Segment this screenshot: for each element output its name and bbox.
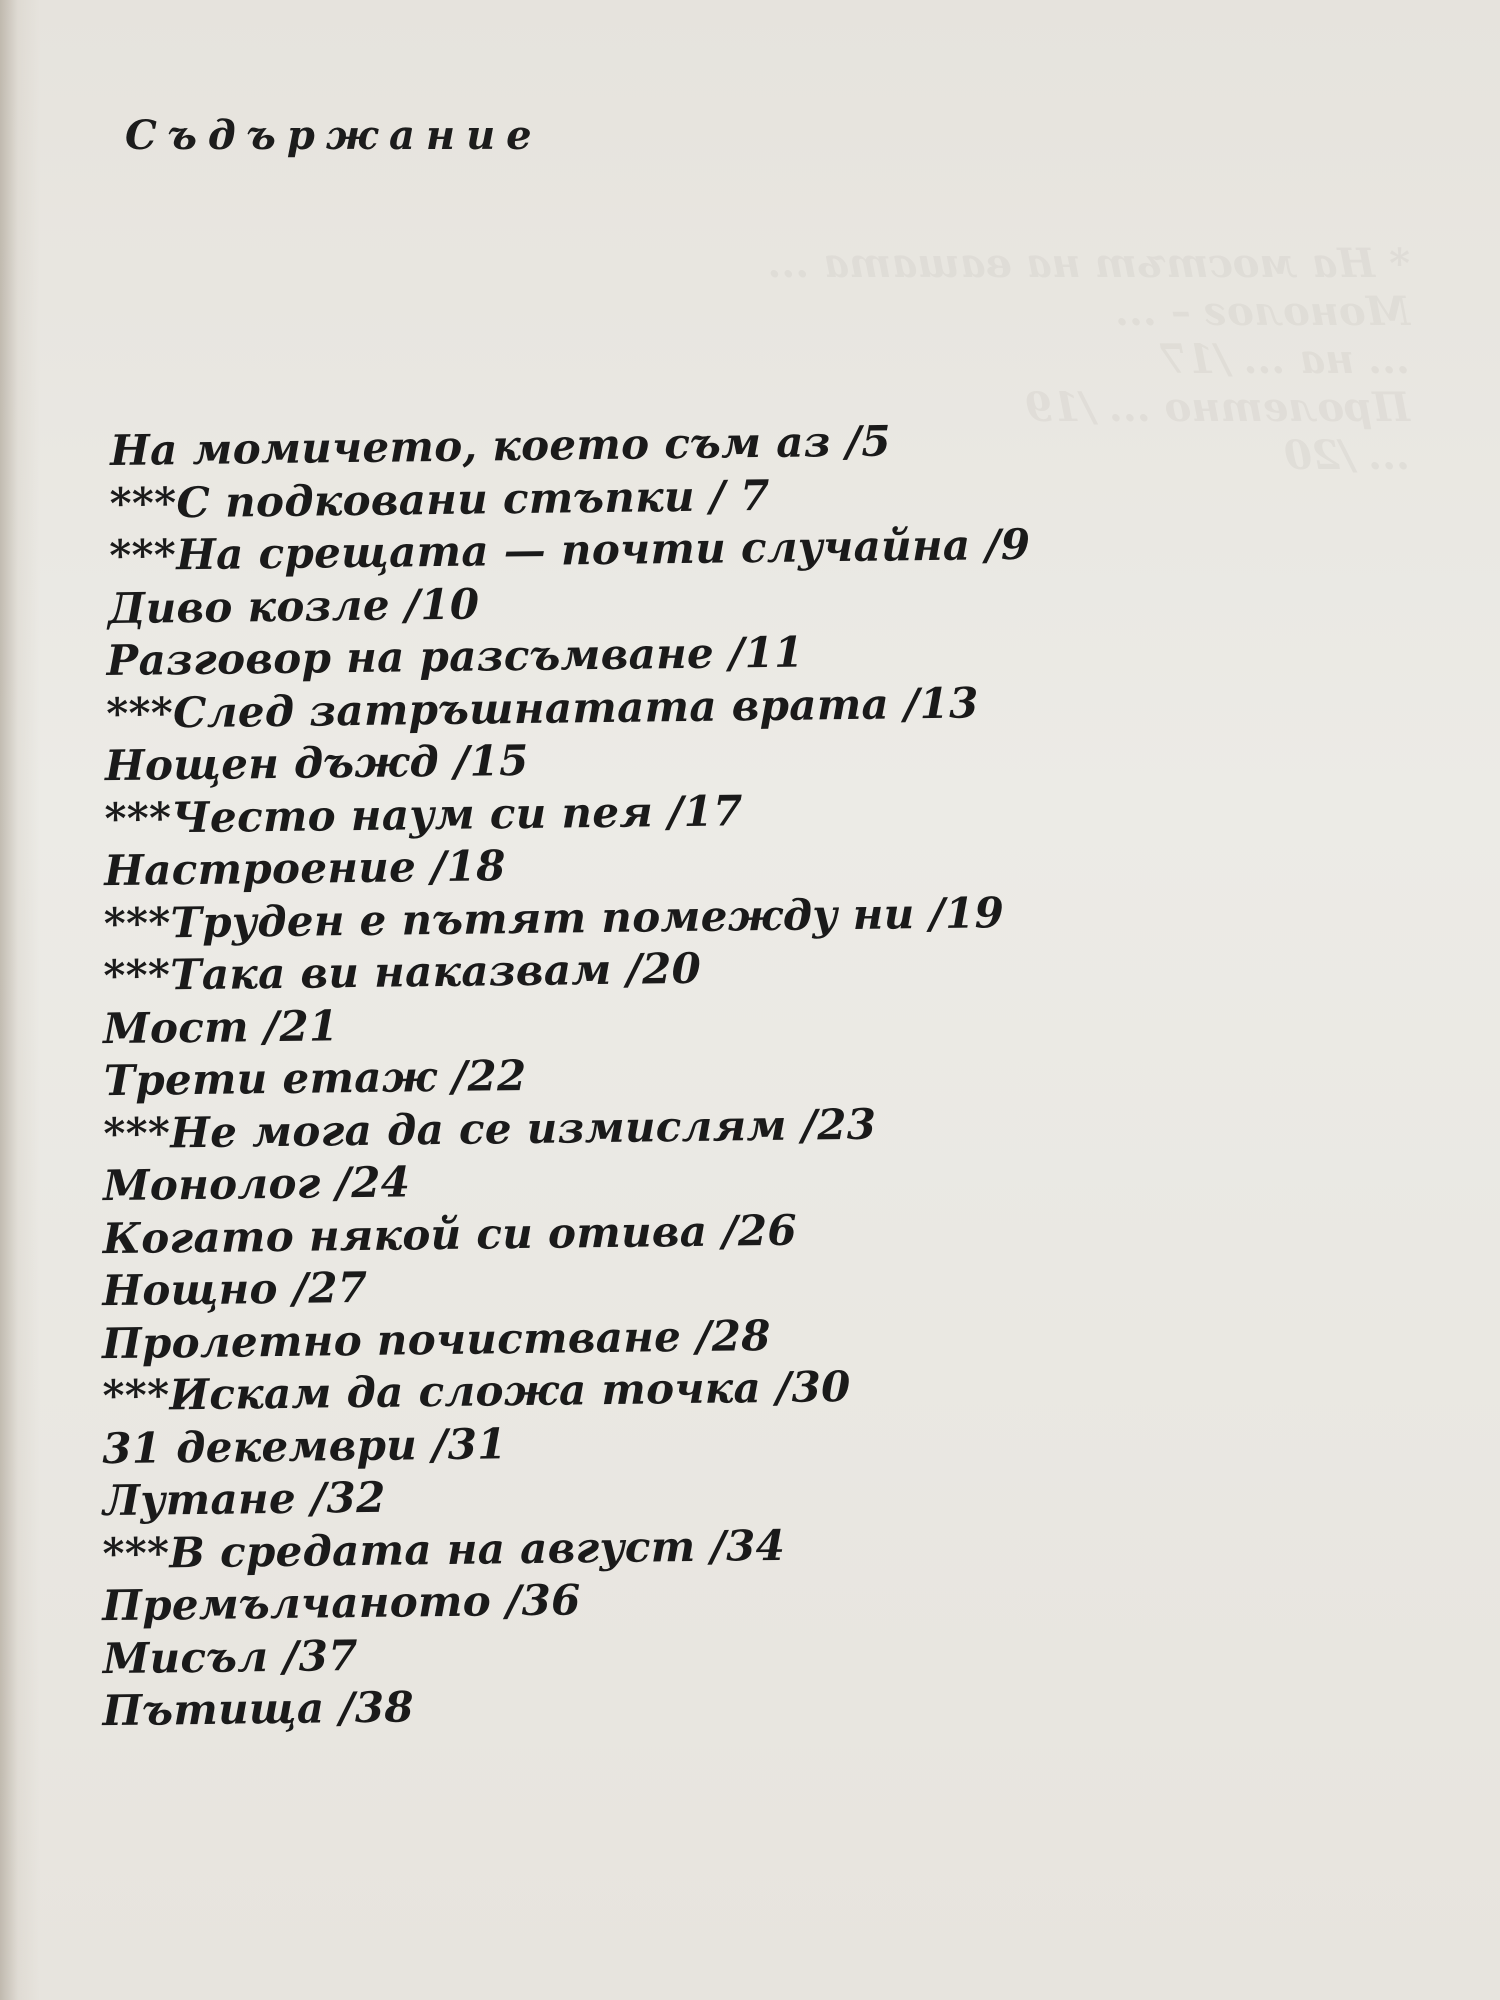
toc-entry: ***В средата на август /34 bbox=[102, 1520, 786, 1578]
toc-entry: Монолог /24 bbox=[102, 1157, 411, 1211]
toc-entry: 31 декември /31 bbox=[101, 1418, 507, 1473]
bleed-line: Пролетно ... /19 bbox=[1024, 384, 1410, 431]
page-title: Съдържание bbox=[125, 112, 543, 159]
toc-entry: Лутане /32 bbox=[102, 1472, 386, 1526]
toc-entry: Премълчаното /36 bbox=[101, 1575, 581, 1631]
toc-entry: На момичето, което съм аз /5 bbox=[109, 416, 892, 475]
toc-entry: ***Не мога да се измислям /23 bbox=[103, 1099, 877, 1158]
toc-entry: Нощно /27 bbox=[102, 1262, 368, 1316]
bleed-line: * На мостът на вашата ... bbox=[767, 240, 1410, 287]
table-of-contents bbox=[0, 414, 1045, 1739]
toc-entry: Мисъл /37 bbox=[102, 1630, 359, 1683]
toc-entry: Разговор на разсъмване /11 bbox=[106, 627, 804, 686]
toc-entry: Настроение /18 bbox=[103, 841, 506, 896]
bleed-line: ... /20 bbox=[1284, 432, 1410, 479]
toc-entry: Трети етаж /22 bbox=[103, 1050, 527, 1106]
toc-entry: Мост /21 bbox=[102, 1000, 339, 1053]
toc-entry: Когато някой си отива /26 bbox=[102, 1205, 798, 1263]
toc-entry: ***След затръшнатата врата /13 bbox=[105, 677, 979, 738]
toc-entry: Нощен дъжд /15 bbox=[104, 735, 529, 791]
toc-entry: ***Така ви наказвам /20 bbox=[103, 943, 702, 1001]
toc-entry: ***На срещата — почти случайна /9 bbox=[109, 519, 1031, 581]
toc-entry: Диво козле /10 bbox=[107, 579, 480, 633]
toc-entry: ***Труден е пътят помежду ни /19 bbox=[103, 887, 1005, 948]
toc-entry: ***С подковани стъпки / 7 bbox=[109, 470, 771, 528]
bleed-line: Монолог – ... bbox=[1115, 288, 1410, 335]
bleed-line: ... на ... /17 bbox=[1159, 336, 1410, 383]
toc-entry: ***Често наум си пея /17 bbox=[104, 785, 743, 843]
toc-entry: ***Искам да сложа точка /30 bbox=[102, 1362, 851, 1421]
toc-entry: Пролетно почистване /28 bbox=[101, 1310, 772, 1368]
toc-entry: Пътища /38 bbox=[102, 1682, 415, 1736]
